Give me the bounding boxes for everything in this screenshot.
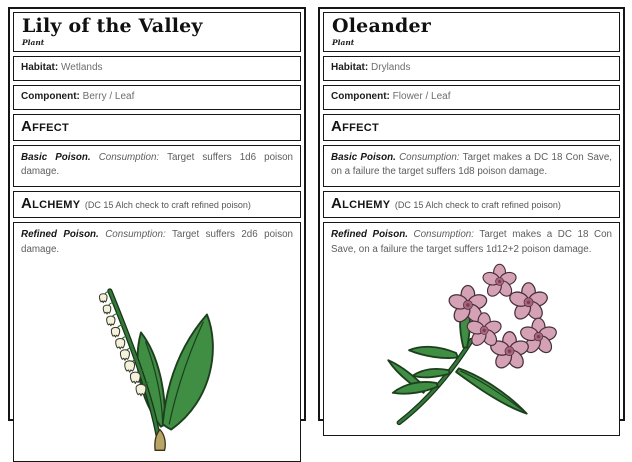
component-row — [323, 85, 620, 110]
affect-header: Affect — [331, 117, 380, 135]
basic-poison-row — [323, 145, 620, 187]
plant-title: Lily of the Valley — [22, 15, 203, 37]
refined-poison-row — [13, 222, 301, 462]
affect-header-row — [13, 114, 301, 141]
refined-poison-description: Target makes a DC 18 Con Save, on a failure the target suffers 1d12+2 poison damage. — [331, 228, 612, 255]
refined-poison-text — [21, 228, 293, 257]
component-value: Berry / Leaf — [82, 90, 135, 102]
alchemy-note: (DC 15 Alch check to craft refined poison) — [394, 199, 561, 210]
habitat-row — [323, 56, 620, 81]
title-box — [323, 12, 620, 52]
refined-poison-name: Refined Poison. — [21, 228, 99, 240]
title-box — [13, 12, 301, 52]
basic-poison-description: Target makes a DC 18 Con Save, on a failure the target suffers 1d8 poison damage. — [331, 151, 612, 178]
plant-type: Plant — [22, 37, 45, 47]
refined-poison-row — [323, 222, 620, 436]
habitat-value: Wetlands — [61, 61, 103, 73]
basic-poison-row — [13, 145, 301, 187]
basic-poison-name: Basic Poison. — [21, 151, 91, 163]
habitat-label: Habitat: — [331, 61, 369, 73]
consumption-label: Consumption: — [105, 228, 166, 240]
consumption-label: Consumption: — [413, 228, 474, 240]
component-value: Flower / Leaf — [392, 90, 451, 102]
alchemy-header: Alchemy — [21, 194, 81, 212]
consumption-label: Consumption: — [399, 151, 460, 163]
oleander-drawing — [364, 257, 579, 429]
component-label: Component: — [21, 90, 80, 102]
refined-poison-description: Target suffers 2d6 poison damage. — [21, 228, 293, 255]
consumption-label: Consumption: — [98, 151, 160, 163]
plant-title: Oleander — [332, 15, 431, 37]
affect-header: Affect — [21, 117, 70, 135]
card-lily-of-the-valley — [8, 7, 306, 421]
basic-poison-description: Target suffers 1d6 poison damage. — [21, 151, 293, 178]
refined-poison-name: Refined Poison. — [331, 228, 408, 240]
lily-of-the-valley-drawing — [77, 257, 237, 455]
lily-of-the-valley-illustration — [21, 257, 293, 455]
affect-header-row — [323, 114, 620, 141]
plant-type: Plant — [332, 37, 355, 47]
habitat-value: Drylands — [371, 61, 411, 73]
oleander-illustration — [331, 257, 612, 429]
component-label: Component: — [331, 90, 390, 102]
habitat-label: Habitat: — [21, 61, 59, 73]
refined-poison-text — [331, 228, 612, 257]
alchemy-header: Alchemy — [331, 194, 391, 212]
alchemy-note: (DC 15 Alch check to craft refined poison) — [84, 199, 251, 210]
alchemy-header-row — [323, 191, 620, 218]
component-row — [13, 85, 301, 110]
card-oleander — [318, 7, 625, 421]
habitat-row — [13, 56, 301, 81]
basic-poison-name: Basic Poison. — [331, 151, 396, 163]
alchemy-header-row — [13, 191, 301, 218]
